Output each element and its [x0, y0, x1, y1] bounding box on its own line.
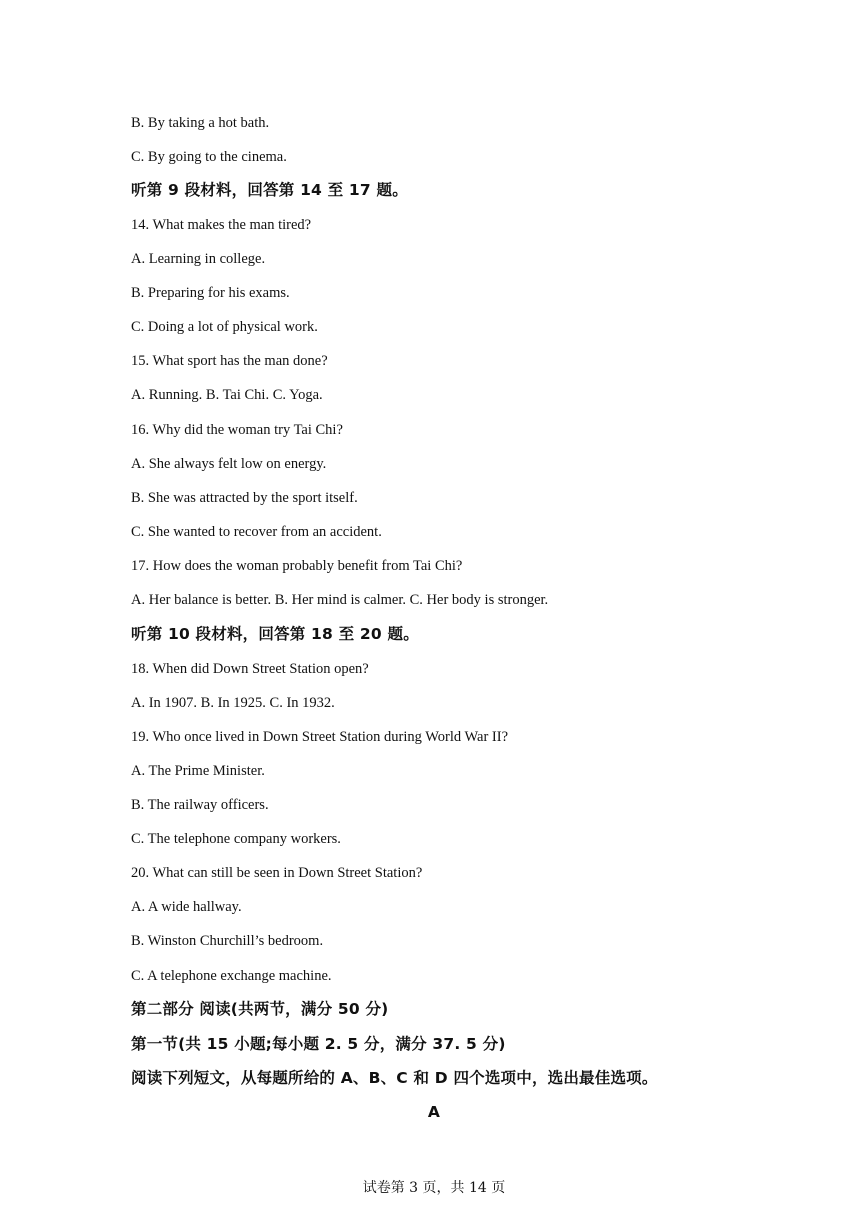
- passage-label-a: A: [427, 1103, 441, 1121]
- option-16c: C. She wanted to recover from an accident.: [131, 524, 382, 540]
- question-17: 17. How does the woman probably benefit from Tai Chi?: [131, 558, 463, 574]
- options-17: A. Her balance is better. B. Her mind is calmer. C. Her body is stronger.: [131, 592, 549, 608]
- question-18: 18. When did Down Street Station open?: [131, 661, 369, 677]
- option-14c: C. Doing a lot of physical work.: [131, 319, 318, 335]
- page-footer: 试卷第 3 页，共 14 页: [362, 1180, 506, 1196]
- option-19c: C. The telephone company workers.: [131, 831, 341, 847]
- option-20a: A. A wide hallway.: [131, 899, 242, 915]
- question-14: 14. What makes the man tired?: [131, 217, 312, 233]
- section-heading-material-9: 听第 9 段材料，回答第 14 至 17 题。: [131, 181, 408, 199]
- reading-instructions: 阅读下列短文，从每题所给的 A、B、C 和 D 四个选项中，选出最佳选项。: [131, 1069, 658, 1087]
- option-16a: A. She always felt low on energy.: [131, 456, 327, 472]
- option-14b: B. Preparing for his exams.: [131, 285, 290, 301]
- part-two-heading: 第二部分 阅读(共两节，满分 50 分): [131, 1000, 389, 1018]
- question-15: 15. What sport has the man done?: [131, 353, 328, 369]
- question-20: 20. What can still be seen in Down Street Station?: [131, 865, 423, 881]
- option-19b: B. The railway officers.: [131, 797, 269, 813]
- option-14a: A. Learning in college.: [131, 251, 266, 267]
- option-20c: C. A telephone exchange machine.: [131, 968, 332, 984]
- option-13b: B. By taking a hot bath.: [131, 115, 270, 131]
- question-16: 16. Why did the woman try Tai Chi?: [131, 422, 343, 438]
- section-one-heading: 第一节(共 15 小题;每小题 2. 5 分，满分 37. 5 分): [131, 1035, 506, 1053]
- option-13c: C. By going to the cinema.: [131, 149, 287, 165]
- section-heading-material-10: 听第 10 段材料，回答第 18 至 20 题。: [131, 625, 419, 643]
- options-18: A. In 1907. B. In 1925. C. In 1932.: [131, 695, 335, 711]
- options-15: A. Running. B. Tai Chi. C. Yoga.: [131, 387, 323, 403]
- option-16b: B. She was attracted by the sport itself.: [131, 490, 358, 506]
- question-19: 19. Who once lived in Down Street Station during World War II?: [131, 729, 509, 745]
- option-20b: B. Winston Churchill’s bedroom.: [131, 933, 324, 949]
- option-19a: A. The Prime Minister.: [131, 763, 265, 779]
